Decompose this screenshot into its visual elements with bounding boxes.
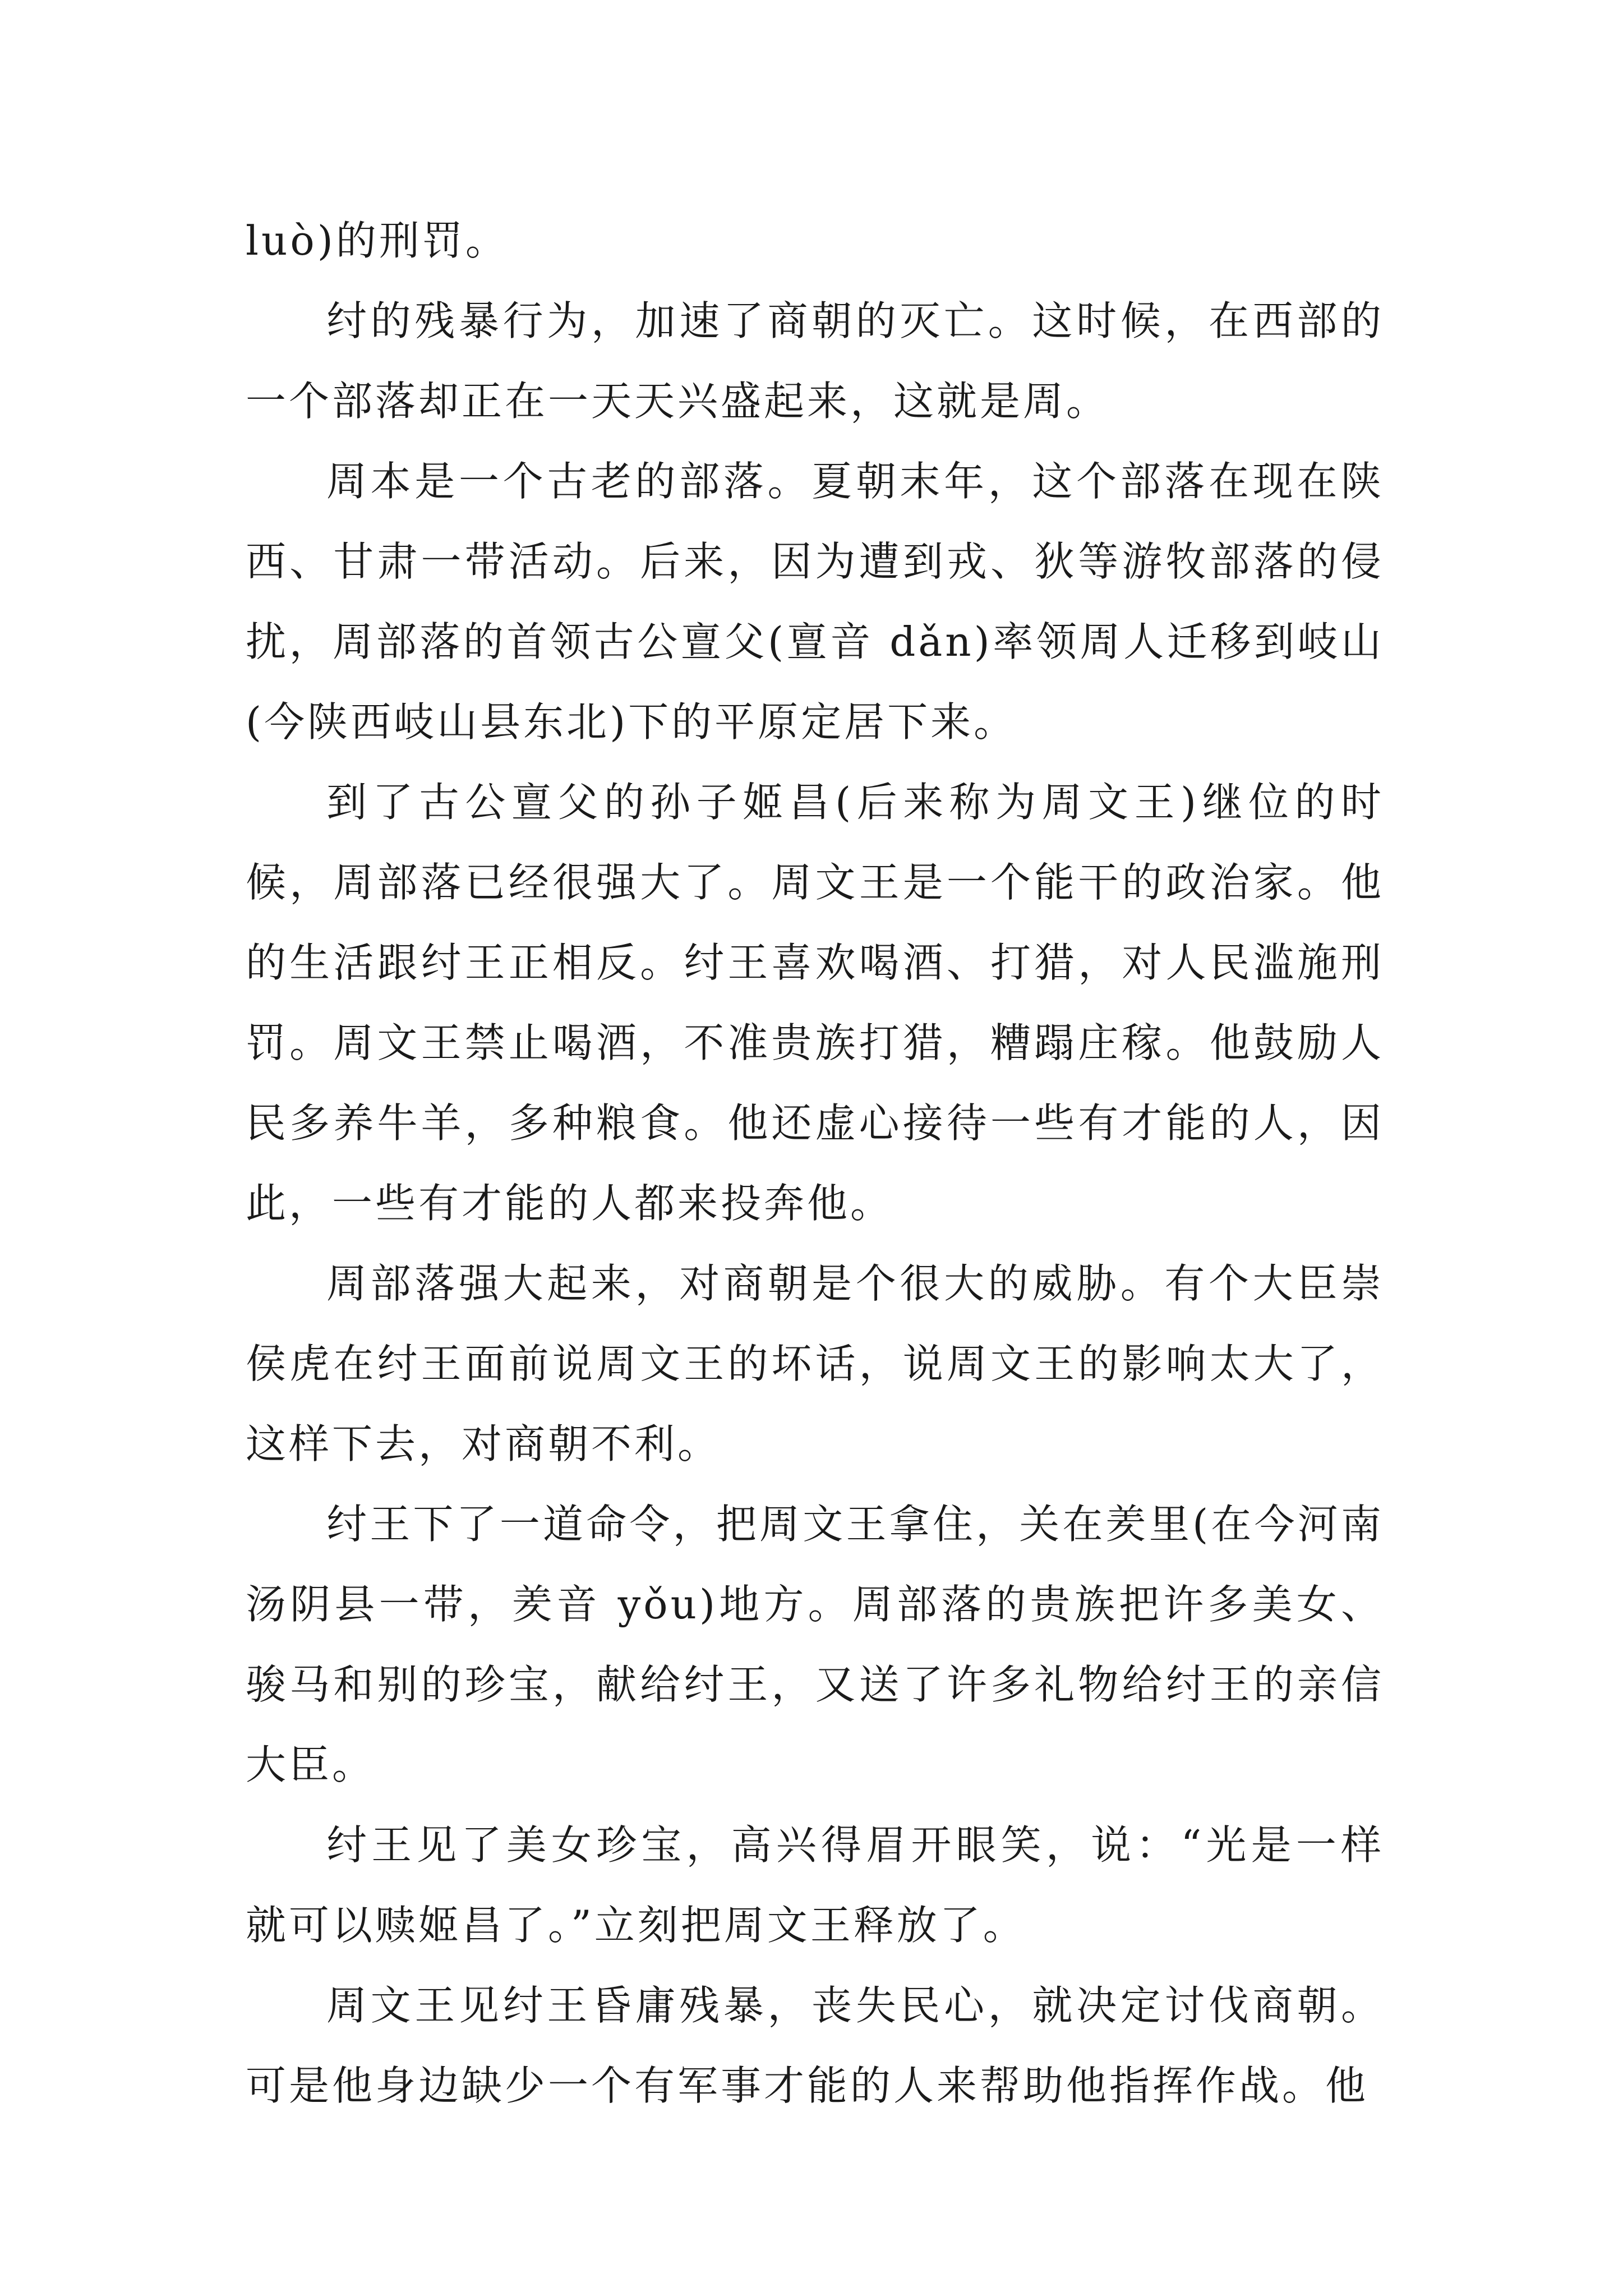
paragraph: 周本是一个古老的部落。夏朝末年，这个部落在现在陕西、甘肃一带活动。后来，因为遭到戎、狄等游牧部落的侵扰，周部落的首领古公亶父(亶音 dǎn)率领周人迁移到岐山(今陕西岐山县东北)下的平原定居下来。 [246,458,1384,746]
paragraph: 周部落强大起来，对商朝是个很大的威胁。有个大臣崇侯虎在纣王面前说周文王的坏话，说周文王的影响太大了，这样下去，对商朝不利。 [246,1260,1384,1467]
paragraph: 到了古公亶父的孙子姬昌(后来称为周文王)继位的时候，周部落已经很强大了。周文王是一个能干的政治家。他的生活跟纣王正相反。纣王喜欢喝酒、打猎，对人民滥施刑罚。周文王禁止喝酒，不准贵族打猎，糟蹋庄稼。他鼓励人民多养牛羊，多种粮食。他还虚心接待一些有才能的人，因此，一些有才能的人都来投奔他。 [246,779,1384,1227]
paragraph-continuation: luò)的刑罚。 [246,217,509,264]
paragraph: 纣的残暴行为，加速了商朝的灭亡。这时候，在西部的一个部落却正在一天天兴盛起来，这就是周。 [246,297,1384,425]
paragraph: 周文王见纣王昏庸残暴，丧失民心，就决定讨伐商朝。可是他身边缺少一个有军事才能的人来帮助他指挥作战。他 [246,1982,1384,2109]
paragraph: 纣王下了一道命令，把周文王拿住，关在羑里(在今河南汤阴县一带，羑音 yǒu)地方。周部落的贵族把许多美女、骏马和别的珍宝，献给纣王，又送了许多礼物给纣王的亲信大臣。 [246,1501,1384,1788]
paragraph: 纣王见了美女珍宝，高兴得眉开眼笑，说：“光是一样就可以赎姬昌了。”立刻把周文王释放了。 [246,1821,1384,1949]
body-text [246,201,1384,2126]
